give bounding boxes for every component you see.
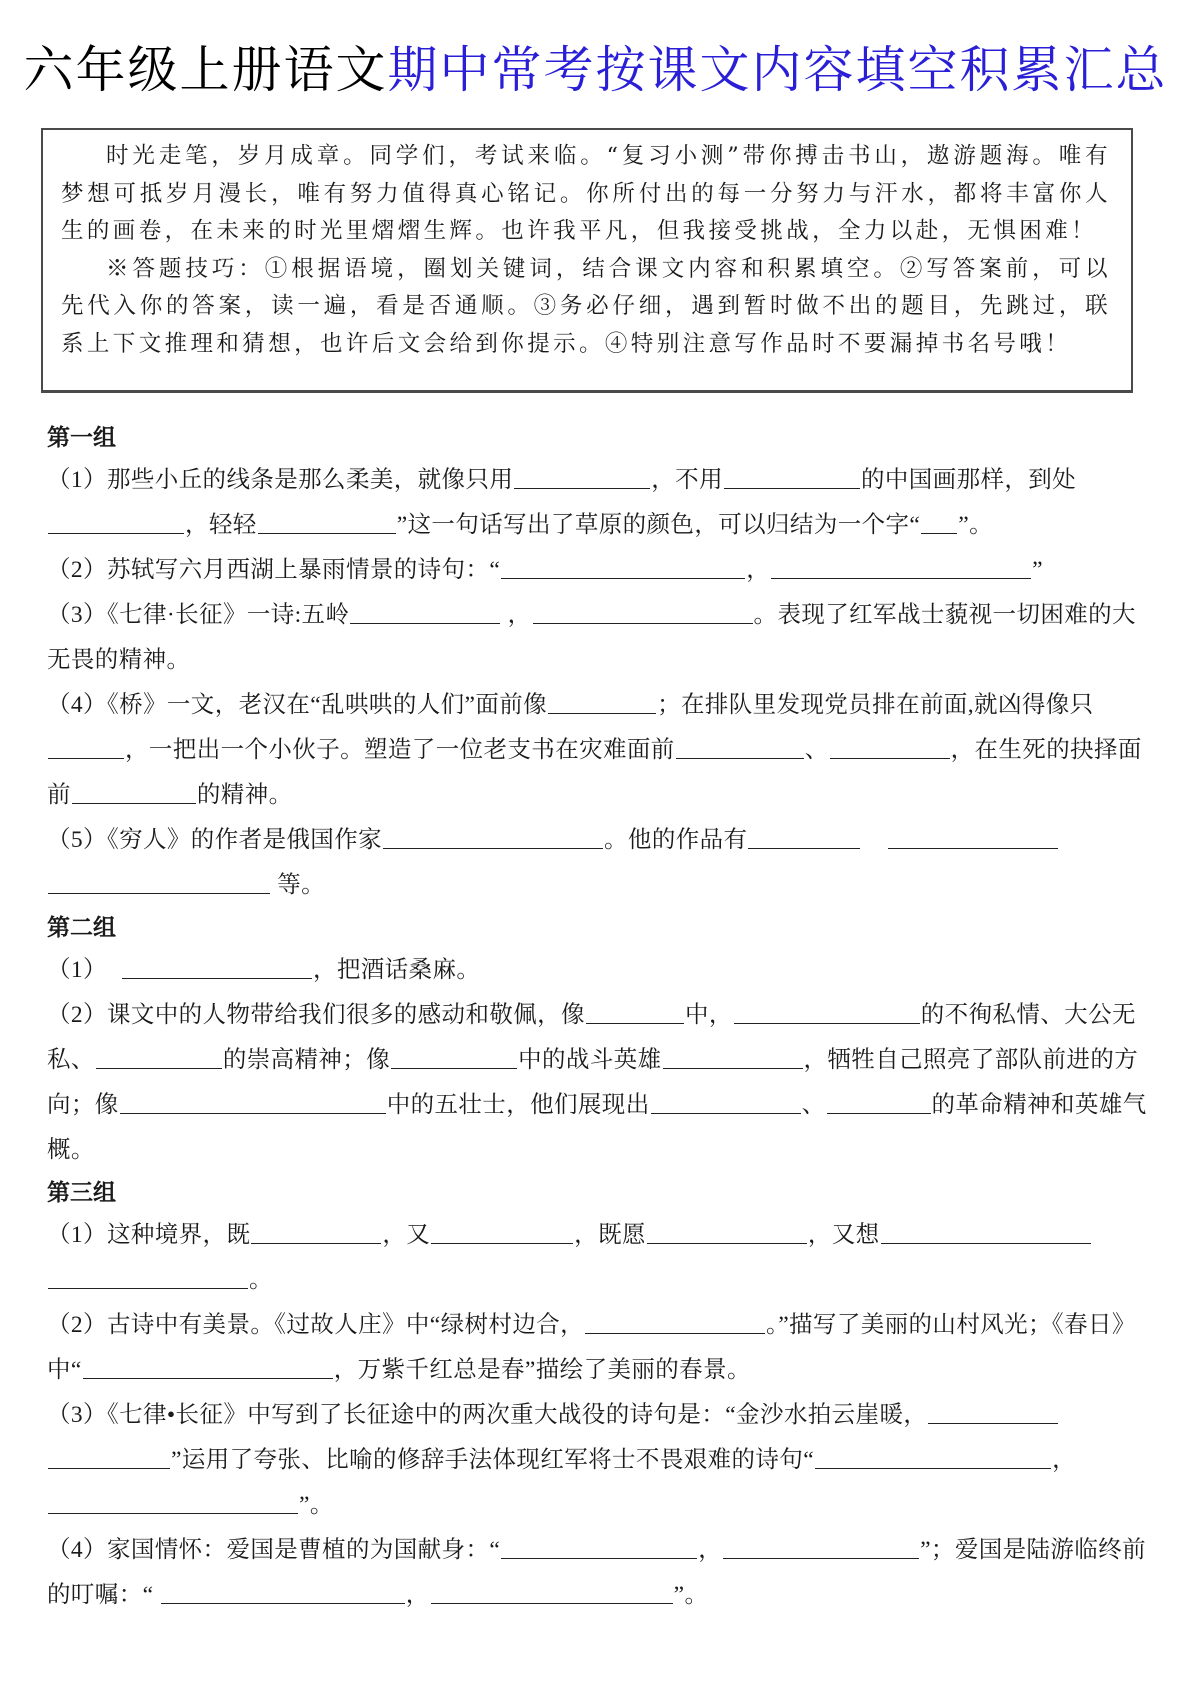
- answer-blank[interactable]: [251, 1218, 381, 1244]
- answer-blank[interactable]: [881, 1218, 1091, 1244]
- question-number: （2）: [47, 557, 107, 583]
- answer-blank[interactable]: [647, 1218, 807, 1244]
- answer-blank[interactable]: [651, 1088, 801, 1114]
- answer-blank[interactable]: [723, 1533, 919, 1559]
- answer-blank[interactable]: [501, 553, 745, 579]
- answer-blank[interactable]: [748, 823, 860, 849]
- question-text: 课文中的人物带给我们很多的感动和敬佩，像: [106, 1002, 585, 1028]
- question-number: （3）: [47, 602, 107, 628]
- answer-blank[interactable]: [771, 553, 1031, 579]
- question-text: 家国情怀：爱国是曹植的为国献身：“: [106, 1537, 501, 1563]
- question-text: 中，: [684, 1002, 733, 1028]
- question-text: ，: [405, 1582, 430, 1608]
- question-text: ”: [1032, 557, 1043, 583]
- answer-blank[interactable]: [96, 1043, 222, 1069]
- question-text: 的崇高精神；像: [222, 1047, 391, 1073]
- answer-blank[interactable]: [48, 1488, 298, 1514]
- tips-paragraph: ※答题技巧：①根据语境，圈划关键词，结合课文内容和积累填空。②写答案前，可以先代入你的答案，读一遍，看是否通顺。③务必仔细，遇到暂时做不出的题目，先跳过，联系上下文推理和猜想，也许后文会给到你提示。④特别注意写作品时不要漏掉书名号哦！: [61, 255, 1111, 357]
- worksheet-content: [47, 418, 1151, 1618]
- question-text: ，: [501, 602, 532, 628]
- answer-blank[interactable]: [48, 868, 270, 894]
- question-text: ，: [698, 1537, 723, 1563]
- question-2-1: [47, 948, 1151, 993]
- answer-blank[interactable]: [928, 1398, 1058, 1424]
- question-text: ，把酒话桑麻。: [312, 957, 481, 983]
- question-text: ”；爱国是陆游临终前的叮嘱：“: [47, 1537, 1147, 1608]
- question-text: 苏轼写六月西湖上暴雨情景的诗句：“: [106, 557, 501, 583]
- answer-blank[interactable]: [663, 1043, 803, 1069]
- question-text: 。: [249, 1267, 273, 1293]
- answer-blank[interactable]: [122, 953, 312, 979]
- question-text: ”这一句话写出了草原的颜色，可以归结为一个字“: [396, 512, 921, 538]
- answer-blank[interactable]: [161, 1578, 405, 1604]
- question-text: ；在排队里发现党员排在前面,就凶得像只: [657, 692, 1094, 718]
- answer-blank[interactable]: [431, 1578, 673, 1604]
- question-text: 中的五壮士，他们展现出: [386, 1092, 650, 1118]
- question-text: ，既愿: [574, 1222, 646, 1248]
- group-title-1: 第一组: [47, 425, 116, 451]
- question-text: ，轻轻: [185, 512, 257, 538]
- question-text: 《桥》一文，老汉在“乱哄哄的人们”面前像: [106, 692, 548, 718]
- question-3-3: [47, 1393, 1151, 1528]
- answer-blank[interactable]: [676, 733, 804, 759]
- question-text: ”。: [299, 1492, 334, 1518]
- question-text: ，又: [382, 1222, 431, 1248]
- title-prefix: 六年级上册语文: [23, 41, 388, 99]
- question-number: （1）: [47, 957, 107, 983]
- group-title-3: 第三组: [47, 1180, 116, 1206]
- question-number: （2）: [47, 1312, 107, 1338]
- intro-paragraph: 时光走笔，岁月成章。同学们，考试来临。“复习小测”带你搏击书山，遨游题海。唯有梦想可抵岁月漫长，唯有努力值得真心铭记。你所付出的每一分努力与汗水，都将丰富你人生的画卷，在未来的时光里熠熠生辉。也许我平凡，但我接受挑战，全力以赴，无惧困难！: [61, 143, 1111, 244]
- question-text: ，又想: [807, 1222, 880, 1248]
- answer-blank[interactable]: [258, 508, 396, 534]
- question-number: （2）: [47, 1002, 107, 1028]
- answer-blank[interactable]: [548, 688, 656, 714]
- answer-blank[interactable]: [72, 778, 196, 804]
- question-number: （1）: [47, 467, 107, 493]
- answer-blank[interactable]: [830, 733, 950, 759]
- answer-blank[interactable]: [815, 1443, 1051, 1469]
- question-text: 。他的作品有: [604, 827, 748, 853]
- question-3-1: [47, 1213, 1151, 1303]
- question-text: 。表现了红军战士藐视一切困难的大无畏的精神。: [47, 602, 1136, 673]
- question-text: ，牺牲自己照亮了部队前进的方向；像: [47, 1047, 1139, 1118]
- question-text: 的革命精神和英雄气概。: [47, 1092, 1147, 1163]
- question-text: ，一把出一个小伙子。塑造了一位老支书在灾难面前: [125, 737, 675, 763]
- answer-blank[interactable]: [501, 1533, 697, 1559]
- question-1-4: [47, 683, 1151, 818]
- question-3-2: [47, 1303, 1151, 1393]
- title-highlight: 期中常考按课文内容填空积累汇总: [387, 41, 1168, 99]
- answer-blank[interactable]: [533, 598, 753, 624]
- answer-blank[interactable]: [350, 598, 500, 624]
- question-text: 的中国画那样，到处: [860, 467, 1077, 493]
- question-text: 。”描写了美丽的山村风光；《春日》中“: [47, 1312, 1136, 1383]
- question-text: 等。: [271, 872, 326, 898]
- answer-blank[interactable]: [383, 823, 603, 849]
- question-text: 、: [804, 737, 829, 763]
- answer-blank[interactable]: [888, 823, 1058, 849]
- question-text: 的不徇私情、大公无私、: [47, 1002, 1136, 1073]
- intro-box: [41, 128, 1133, 393]
- answer-blank[interactable]: [48, 1443, 170, 1469]
- answer-blank[interactable]: [48, 1263, 248, 1289]
- question-number: （3）: [47, 1402, 107, 1428]
- answer-blank[interactable]: [48, 508, 184, 534]
- question-text: 那些小丘的线条是那么柔美，就像只用: [106, 467, 514, 493]
- page-title: [0, 30, 1191, 110]
- answer-blank[interactable]: [586, 998, 684, 1024]
- question-text: ”运用了夸张、比喻的修辞手法体现红军将士不畏艰难的诗句“: [171, 1447, 815, 1473]
- question-number: （1）: [47, 1222, 107, 1248]
- question-text: ”。: [958, 512, 993, 538]
- group-title-2: 第二组: [47, 915, 116, 941]
- answer-blank[interactable]: [921, 508, 957, 534]
- answer-blank[interactable]: [827, 1088, 931, 1114]
- question-text: ”。: [673, 1582, 709, 1608]
- answer-blank[interactable]: [734, 998, 920, 1024]
- question-3-4: [47, 1528, 1151, 1618]
- question-text: 这种境界，既: [106, 1222, 251, 1248]
- answer-blank[interactable]: [120, 1088, 386, 1114]
- question-text: 《穷人》的作者是俄国作家: [106, 827, 383, 853]
- answer-blank[interactable]: [514, 463, 650, 489]
- question-text: ，: [746, 557, 771, 583]
- question-1-1: [47, 458, 1151, 548]
- question-1-2: [47, 548, 1151, 593]
- question-2-2: [47, 993, 1151, 1173]
- question-text: 古诗中有美景。《过故人庄》中“绿树村边合，: [106, 1312, 585, 1338]
- answer-blank[interactable]: [391, 1043, 517, 1069]
- question-text: 中的战斗英雄: [518, 1047, 662, 1073]
- question-number: （4）: [47, 692, 107, 718]
- question-text: ，不用: [651, 467, 723, 493]
- question-text: ，在生死的抉择面前: [47, 737, 1142, 808]
- question-text: 的精神。: [196, 782, 293, 808]
- question-text: 《七律·长征》一诗:五岭: [106, 602, 350, 628]
- question-text: 、: [801, 1092, 826, 1118]
- question-1-5: [47, 818, 1151, 908]
- question-text: 《七律•长征》中写到了长征途中的两次重大战役的诗句是：“金沙水拍云崖暖，: [106, 1402, 928, 1428]
- answer-blank[interactable]: [431, 1218, 573, 1244]
- answer-blank[interactable]: [724, 463, 860, 489]
- answer-blank[interactable]: [585, 1308, 765, 1334]
- question-1-3: [47, 593, 1151, 683]
- question-number: （5）: [47, 827, 107, 853]
- answer-blank[interactable]: [83, 1353, 333, 1379]
- question-number: （4）: [47, 1537, 107, 1563]
- question-text: ，: [1052, 1447, 1076, 1473]
- answer-blank[interactable]: [48, 733, 124, 759]
- question-text: ，万紫千红总是春”描绘了美丽的春景。: [333, 1357, 751, 1383]
